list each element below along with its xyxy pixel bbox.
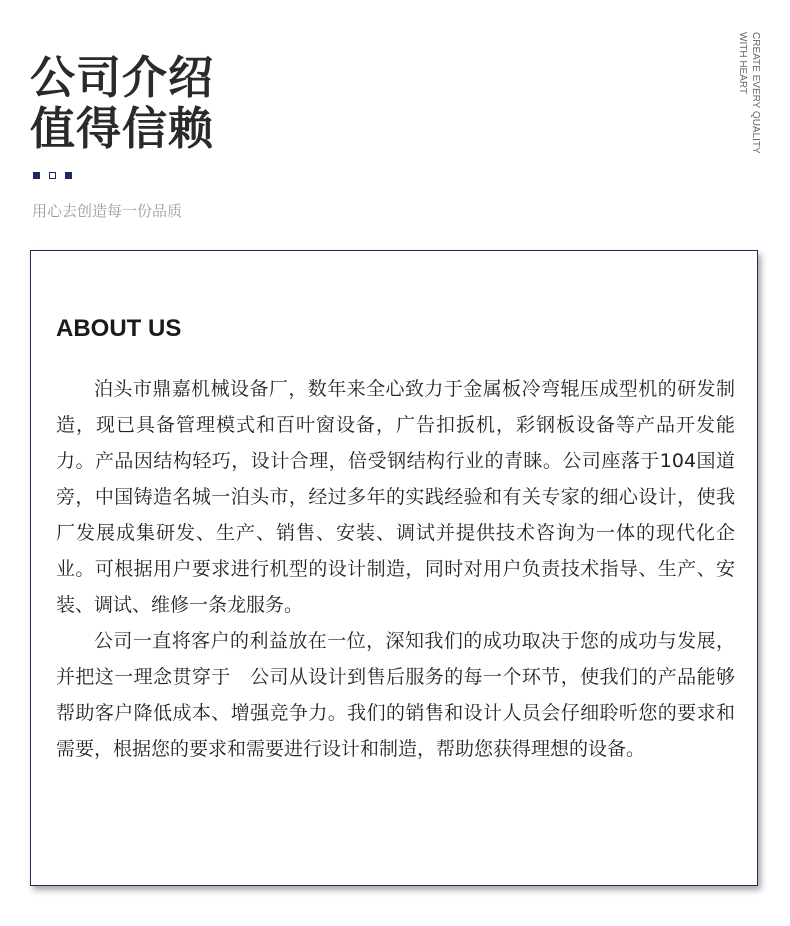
filled-square-icon (65, 172, 72, 179)
about-card (30, 250, 758, 886)
vertical-slogan (736, 32, 762, 152)
page-title (30, 52, 214, 154)
hollow-square-icon (49, 172, 56, 179)
vertical-slogan-line-1: CREATE EVERY QUALITY (750, 32, 761, 154)
about-heading: ABOUT US (56, 315, 182, 342)
vertical-slogan-line-2: WITH HEART (737, 32, 748, 95)
filled-square-icon (33, 172, 40, 179)
title-line-2: 值得信赖 (30, 102, 215, 155)
about-paragraph-1: 泊头市鼎嘉机械设备厂，数年来全心致力于金属板冷弯辊压成型机的研发制造，现已具备管理模式和百叶窗设备，广告扣扳机，彩钢板设备等产品开发能力。产品因结构轻巧，设计合理，倍受钢结构行业的青睐。公司座落于104国道旁，中国铸造名城一泊头市，经过多年的实践经验和有关专家的细心设计，使我厂发展成集研发、生产、销售、安装、调试并提供技术咨询为一体的现代化企业。可根据用户要求进行机型的设计制造，同时对用户负责技术指导、生产、安装、调试、维修一条龙服务。 (56, 378, 735, 616)
title-line-1: 公司介绍 (30, 51, 215, 104)
about-paragraph-2: 公司一直将客户的利益放在一位，深知我们的成功取决于您的成功与发展，并把这一理念贯穿于 公司从设计到售后服务的每一个环节，使我们的产品能够帮助客户降低成本、增强竞争力。我们的销售和设计人员会仔细聆听您的要求和需要，根据您的要求和需要进行设计和制造，帮助您获得理想的设备。 (56, 630, 735, 760)
decorative-dots (33, 172, 72, 179)
page-subtitle: 用心去创造每一份品质 (32, 202, 183, 220)
about-body (56, 371, 735, 767)
